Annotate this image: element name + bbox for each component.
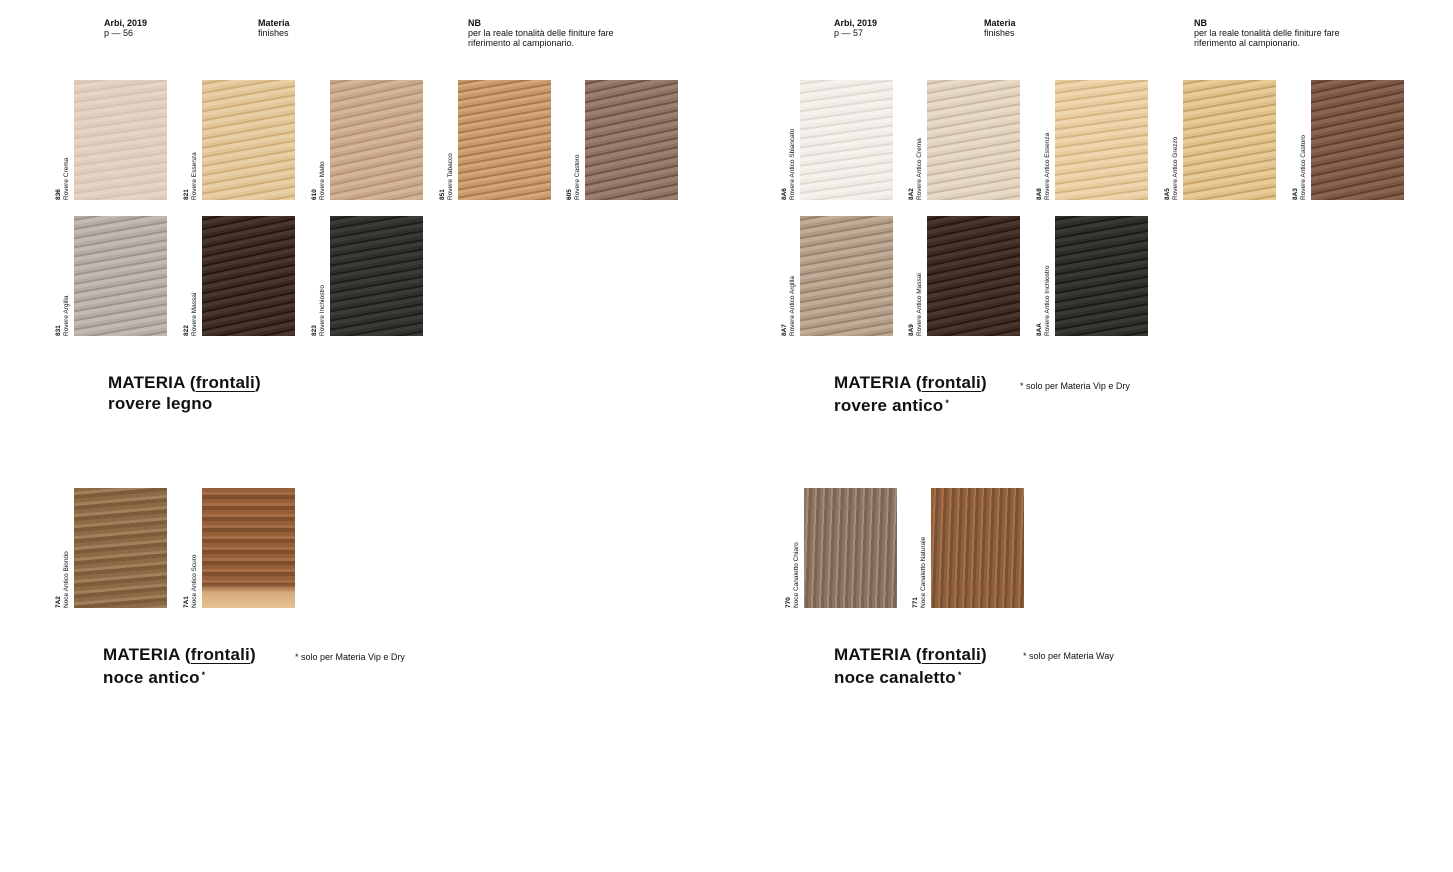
swatch-label (912, 488, 928, 608)
swatch-name: Rovere Malto (319, 161, 326, 200)
header-brand: Arbi, 2019 (104, 18, 148, 28)
swatch-label (183, 488, 199, 608)
swatch-label (908, 80, 924, 200)
title-paren: ( (915, 373, 922, 392)
swatch-name: Noce Canaletto Chiaro (793, 542, 800, 608)
title-underlined: frontali (190, 645, 250, 664)
swatch-name: Rovere Massai (191, 292, 198, 336)
swatch-name: Rovere Antico Inchiostro (1044, 265, 1051, 336)
swatch-rovere-castoro (585, 80, 678, 200)
header-nb-line: per la reale tonalità delle finiture fare (1194, 28, 1340, 38)
header-brand-block (104, 18, 147, 38)
swatch-noce-antico-scuro (202, 488, 295, 608)
header-page-number: p — 57 (834, 28, 864, 38)
swatch-rovere-antico-massai (927, 216, 1020, 336)
header-section-title: Materia (984, 18, 1016, 28)
swatch-code: 823 (311, 325, 318, 336)
swatch-name: Noce Antico Biondo (63, 551, 70, 608)
swatch-label (183, 216, 199, 336)
title-line (834, 644, 987, 665)
title-line (834, 372, 987, 393)
header-nb-line: riferimento al campionario. (1194, 38, 1301, 48)
swatch-code: 8A8 (1036, 188, 1043, 200)
swatch-rovere-malto (330, 80, 423, 200)
swatch-label (439, 80, 455, 200)
section-title-rovere-antico (834, 372, 987, 416)
swatch-code: 8A2 (908, 188, 915, 200)
title-underlined: frontali (921, 645, 981, 664)
header-nb-block (468, 18, 614, 48)
swatch-code: 8A7 (781, 324, 788, 336)
swatch-code: 836 (55, 189, 62, 200)
swatch-code: 610 (311, 189, 318, 200)
swatch-code: 851 (439, 189, 446, 200)
swatch-label (311, 216, 327, 336)
swatch-label (55, 488, 71, 608)
section-title-noce-canaletto (834, 644, 987, 688)
swatch-name: Rovere Argilla (63, 295, 70, 336)
title-paren: ) (249, 645, 256, 664)
swatch-code: 822 (183, 325, 190, 336)
title-paren: ( (915, 645, 922, 664)
header-nb-block (1194, 18, 1340, 48)
left-page (0, 0, 726, 872)
title-main: MATERIA (834, 645, 911, 664)
title-subtitle: noce canaletto (834, 668, 956, 687)
footnote-note: * solo per Materia Way (1023, 651, 1114, 661)
header-brand: Arbi, 2019 (834, 18, 878, 28)
swatch-label (566, 80, 582, 200)
swatch-label (311, 80, 327, 200)
swatch-rovere-tabacco (458, 80, 551, 200)
title-subtitle-line (103, 665, 256, 688)
swatch-code: 8A3 (1292, 188, 1299, 200)
title-subtitle-line (834, 393, 987, 416)
swatch-name: Rovere Antico Castoro (1300, 134, 1307, 200)
title-subtitle: rovere legno (108, 394, 213, 413)
swatch-name: Rovere Antico Essenza (1044, 132, 1051, 200)
footnote-note: * solo per Materia Vip e Dry (295, 652, 405, 662)
header-nb-line: per la reale tonalità delle finiture fare (468, 28, 614, 38)
swatch-name: Rovere Antico Grezzo (1172, 136, 1179, 200)
title-paren: ) (254, 373, 261, 392)
swatch-name: Rovere Antico Massai (916, 273, 923, 336)
header-brand-block (834, 18, 877, 38)
header-section-block (984, 18, 1016, 38)
swatch-rovere-antico-inchiostro (1055, 216, 1148, 336)
title-underlined: frontali (921, 373, 981, 392)
title-paren: ( (189, 373, 196, 392)
swatch-rovere-antico-sbiancato (800, 80, 893, 200)
title-paren: ) (980, 373, 987, 392)
swatch-label (785, 488, 801, 608)
swatch-code: 770 (785, 597, 792, 608)
title-paren: ( (184, 645, 191, 664)
swatch-code: 8A5 (1164, 188, 1171, 200)
swatch-code: 821 (183, 189, 190, 200)
header-section-block (258, 18, 290, 38)
title-line (108, 372, 261, 393)
swatch-label (183, 80, 199, 200)
asterisk-mark: * (201, 670, 206, 680)
swatch-name: Noce Antico Scuro (191, 554, 198, 608)
header-nb-line: riferimento al campionario. (468, 38, 575, 48)
title-subtitle: rovere antico (834, 396, 944, 415)
header-nb-title: NB (468, 18, 481, 28)
swatch-label (1164, 80, 1180, 200)
swatch-rovere-antico-essenza (1055, 80, 1148, 200)
swatch-label (908, 216, 924, 336)
swatch-code: 8A6 (781, 188, 788, 200)
swatch-code: 771 (912, 597, 919, 608)
swatch-label (781, 216, 797, 336)
footnote-note: * solo per Materia Vip e Dry (1020, 381, 1130, 391)
swatch-name: Noce Canaletto Naturale (920, 536, 927, 608)
swatch-noce-canaletto-chiaro (804, 488, 897, 608)
title-subtitle-line (834, 665, 987, 688)
swatch-name: Rovere Antico Crema (916, 138, 923, 200)
asterisk-mark: * (945, 398, 950, 408)
swatch-name: Rovere Tabacco (447, 153, 454, 200)
title-underlined: frontali (195, 373, 255, 392)
header-section-sub: finishes (258, 28, 289, 38)
swatch-noce-canaletto-naturale (931, 488, 1024, 608)
section-title-rovere-legno (108, 372, 261, 414)
swatch-rovere-antico-grezzo (1183, 80, 1276, 200)
header-section-sub: finishes (984, 28, 1015, 38)
swatch-label (55, 80, 71, 200)
header-nb-title: NB (1194, 18, 1207, 28)
swatch-rovere-antico-crema (927, 80, 1020, 200)
header-page-number: p — 56 (104, 28, 134, 38)
swatch-rovere-inchiostro (330, 216, 423, 336)
swatch-name: Rovere Crema (63, 157, 70, 200)
swatch-label (1292, 80, 1308, 200)
swatch-rovere-crema (74, 80, 167, 200)
header-section-title: Materia (258, 18, 290, 28)
title-main: MATERIA (108, 373, 185, 392)
swatch-code: 8AA (1036, 322, 1043, 336)
swatch-code: 8A9 (908, 324, 915, 336)
title-paren: ) (980, 645, 987, 664)
swatch-name: Rovere Castoro (574, 154, 581, 200)
swatch-name: Rovere Antico Argilla (789, 276, 796, 336)
title-main: MATERIA (834, 373, 911, 392)
swatch-rovere-essenza (202, 80, 295, 200)
swatch-rovere-argilla (74, 216, 167, 336)
title-line (103, 644, 256, 665)
swatch-label (1036, 216, 1052, 336)
swatch-rovere-massai (202, 216, 295, 336)
swatch-label (781, 80, 797, 200)
swatch-name: Rovere Antico Sbiancato (789, 128, 796, 200)
right-page (727, 0, 1453, 872)
section-title-noce-antico (103, 644, 256, 688)
swatch-code: 7A2 (55, 596, 62, 608)
swatch-noce-antico-biondo (74, 488, 167, 608)
swatch-name: Rovere Inchiostro (319, 285, 326, 336)
swatch-code: 7A1 (183, 596, 190, 608)
swatch-rovere-antico-castoro (1311, 80, 1404, 200)
swatch-name: Rovere Essenza (191, 152, 198, 200)
swatch-rovere-antico-argilla (800, 216, 893, 336)
asterisk-mark: * (957, 670, 962, 680)
swatch-label (1036, 80, 1052, 200)
title-subtitle: noce antico (103, 668, 200, 687)
swatch-code: 605 (566, 189, 573, 200)
title-main: MATERIA (103, 645, 180, 664)
swatch-label (55, 216, 71, 336)
swatch-code: 831 (55, 325, 62, 336)
